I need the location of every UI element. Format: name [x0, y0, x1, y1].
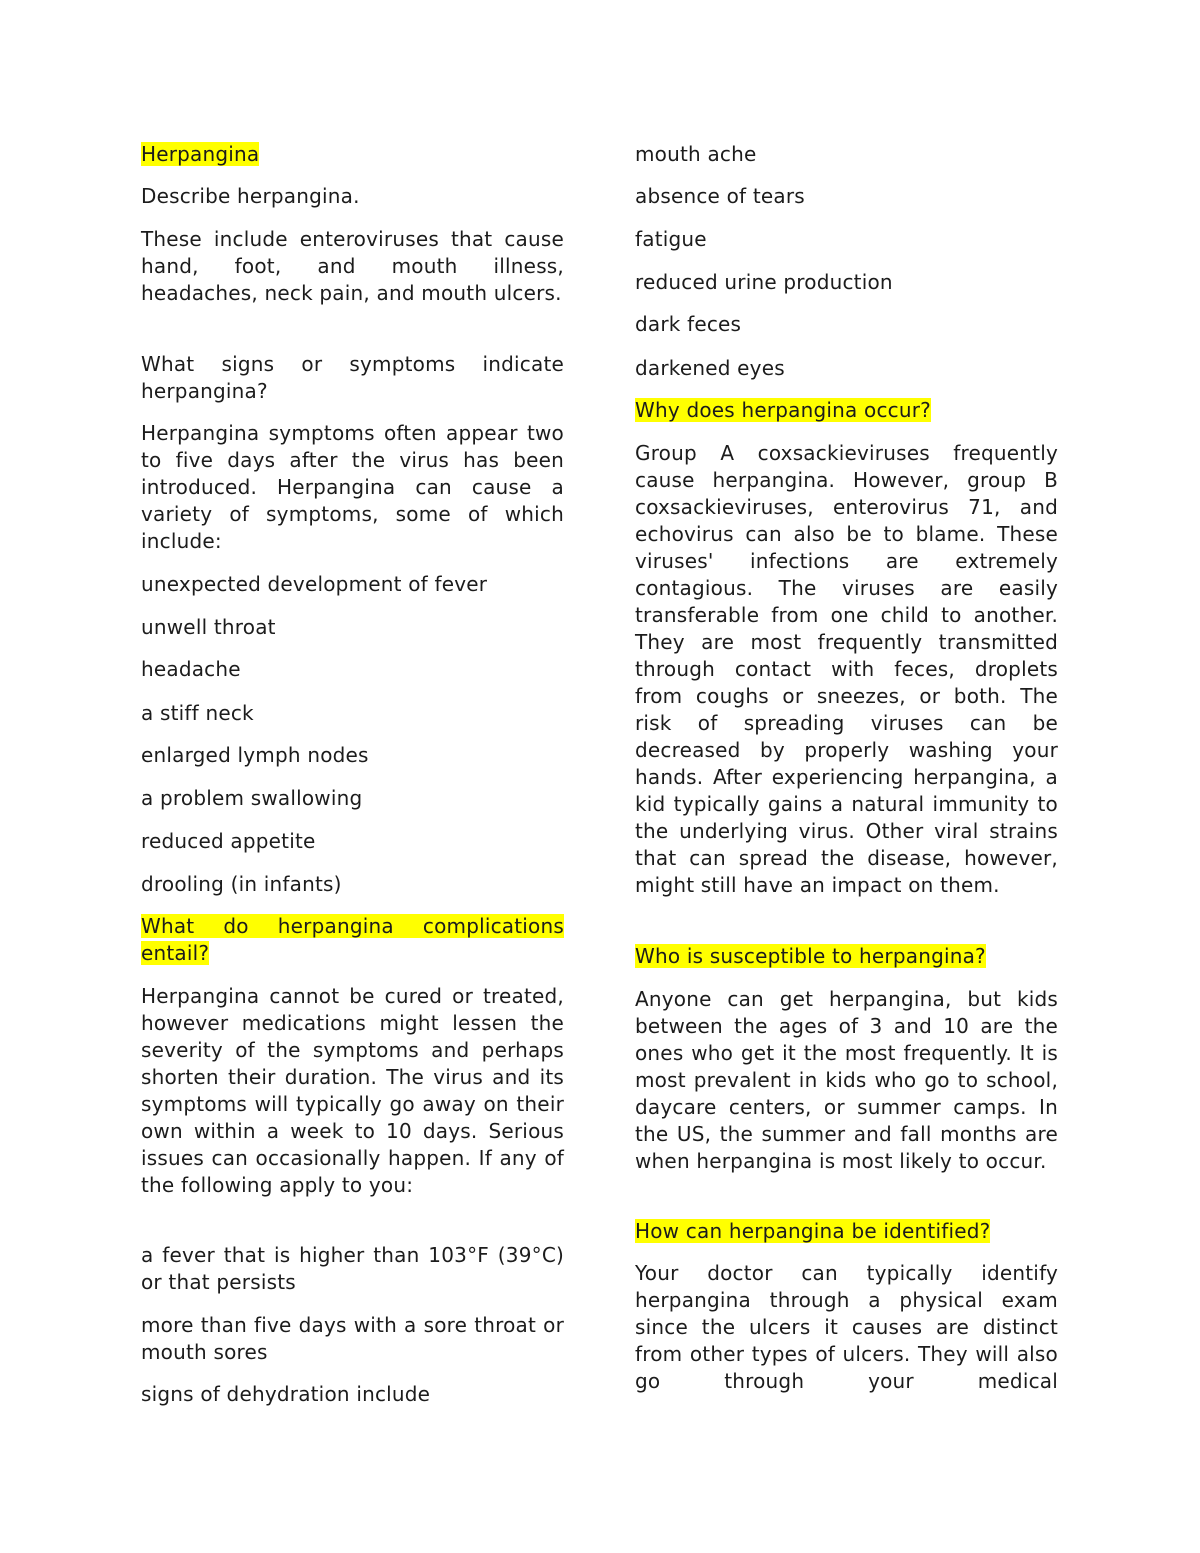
answer-complications: Herpangina cannot be cured or treated, however medications might lessen the severity of the symptoms and perhaps shorten their duration. The virus and its symptoms will typically go away on their own within a week to 10 days. Serious issues can occasionally happen. If any of the following apply to you:	[141, 984, 564, 1197]
list-item: headache	[141, 657, 241, 681]
list-item: fatigue	[635, 227, 707, 251]
list-item: absence of tears	[635, 184, 805, 208]
list-item: darkened eyes	[635, 356, 785, 380]
answer-describe: These include enteroviruses that cause hand, foot, and mouth illness, headaches, neck pain, and mouth ulcers.	[141, 227, 564, 305]
list-item: a stiff neck	[141, 701, 254, 725]
list-item: drooling (in infants)	[141, 872, 342, 896]
list-item: unwell throat	[141, 615, 276, 639]
question-identified: How can herpangina be identified?	[635, 1219, 991, 1243]
answer-cause: Group A coxsackieviruses frequently cause herpangina. However, group B coxsackieviruses, enterovirus 71, and echovirus can also be to blame. These viruses' infections are extremely contagious. The viruses are easily transferable from one child to another. They are most frequently transmitted through contact with feces, droplets from coughs or sneezes, or both. The risk of spreading viruses can be decreased by properly washing your hands. After experiencing herpangina, a kid typically gains a natural immunity to the underlying virus. Other viral strains that can spread the disease, however, might still have an impact on them.	[635, 441, 1058, 897]
question-susceptible: Who is susceptible to herpangina?	[635, 944, 986, 968]
list-item: reduced appetite	[141, 829, 316, 853]
list-item: dark feces	[635, 312, 742, 336]
question-describe: Describe herpangina.	[141, 184, 360, 208]
list-item: reduced urine production	[635, 270, 893, 294]
list-item: more than five days with a sore throat or mouth sores	[141, 1313, 564, 1364]
list-item: enlarged lymph nodes	[141, 743, 369, 767]
answer-symptoms: Herpangina symptoms often appear two to five days after the virus has been introduced. Herpangina can cause a variety of symptoms, some of which include:	[141, 421, 564, 553]
list-item: unexpected development of fever	[141, 572, 488, 596]
question-complications: What do herpangina complications entail?	[141, 914, 564, 965]
question-symptoms: What signs or symptoms indicate herpangina?	[141, 352, 564, 403]
answer-susceptible: Anyone can get herpangina, but kids between the ages of 3 and 10 are the ones who get it the most frequently. It is most prevalent in kids who go to school, daycare centers, or summer camps. In the US, the summer and fall months are when herpangina is most likely to occur.	[635, 987, 1058, 1173]
list-item: a problem swallowing	[141, 786, 363, 810]
question-cause: Why does herpangina occur?	[635, 398, 931, 422]
list-item: a fever that is higher than 103°F (39°C) or that persists	[141, 1243, 564, 1294]
document-title: Herpangina	[141, 142, 260, 166]
list-item: mouth ache	[635, 142, 757, 166]
answer-identified: Your doctor can typically identify herpangina through a physical exam since the ulcers it causes are distinct from other types of ulcers. They will also go through your medical	[635, 1261, 1058, 1393]
list-item: signs of dehydration include	[141, 1382, 431, 1406]
